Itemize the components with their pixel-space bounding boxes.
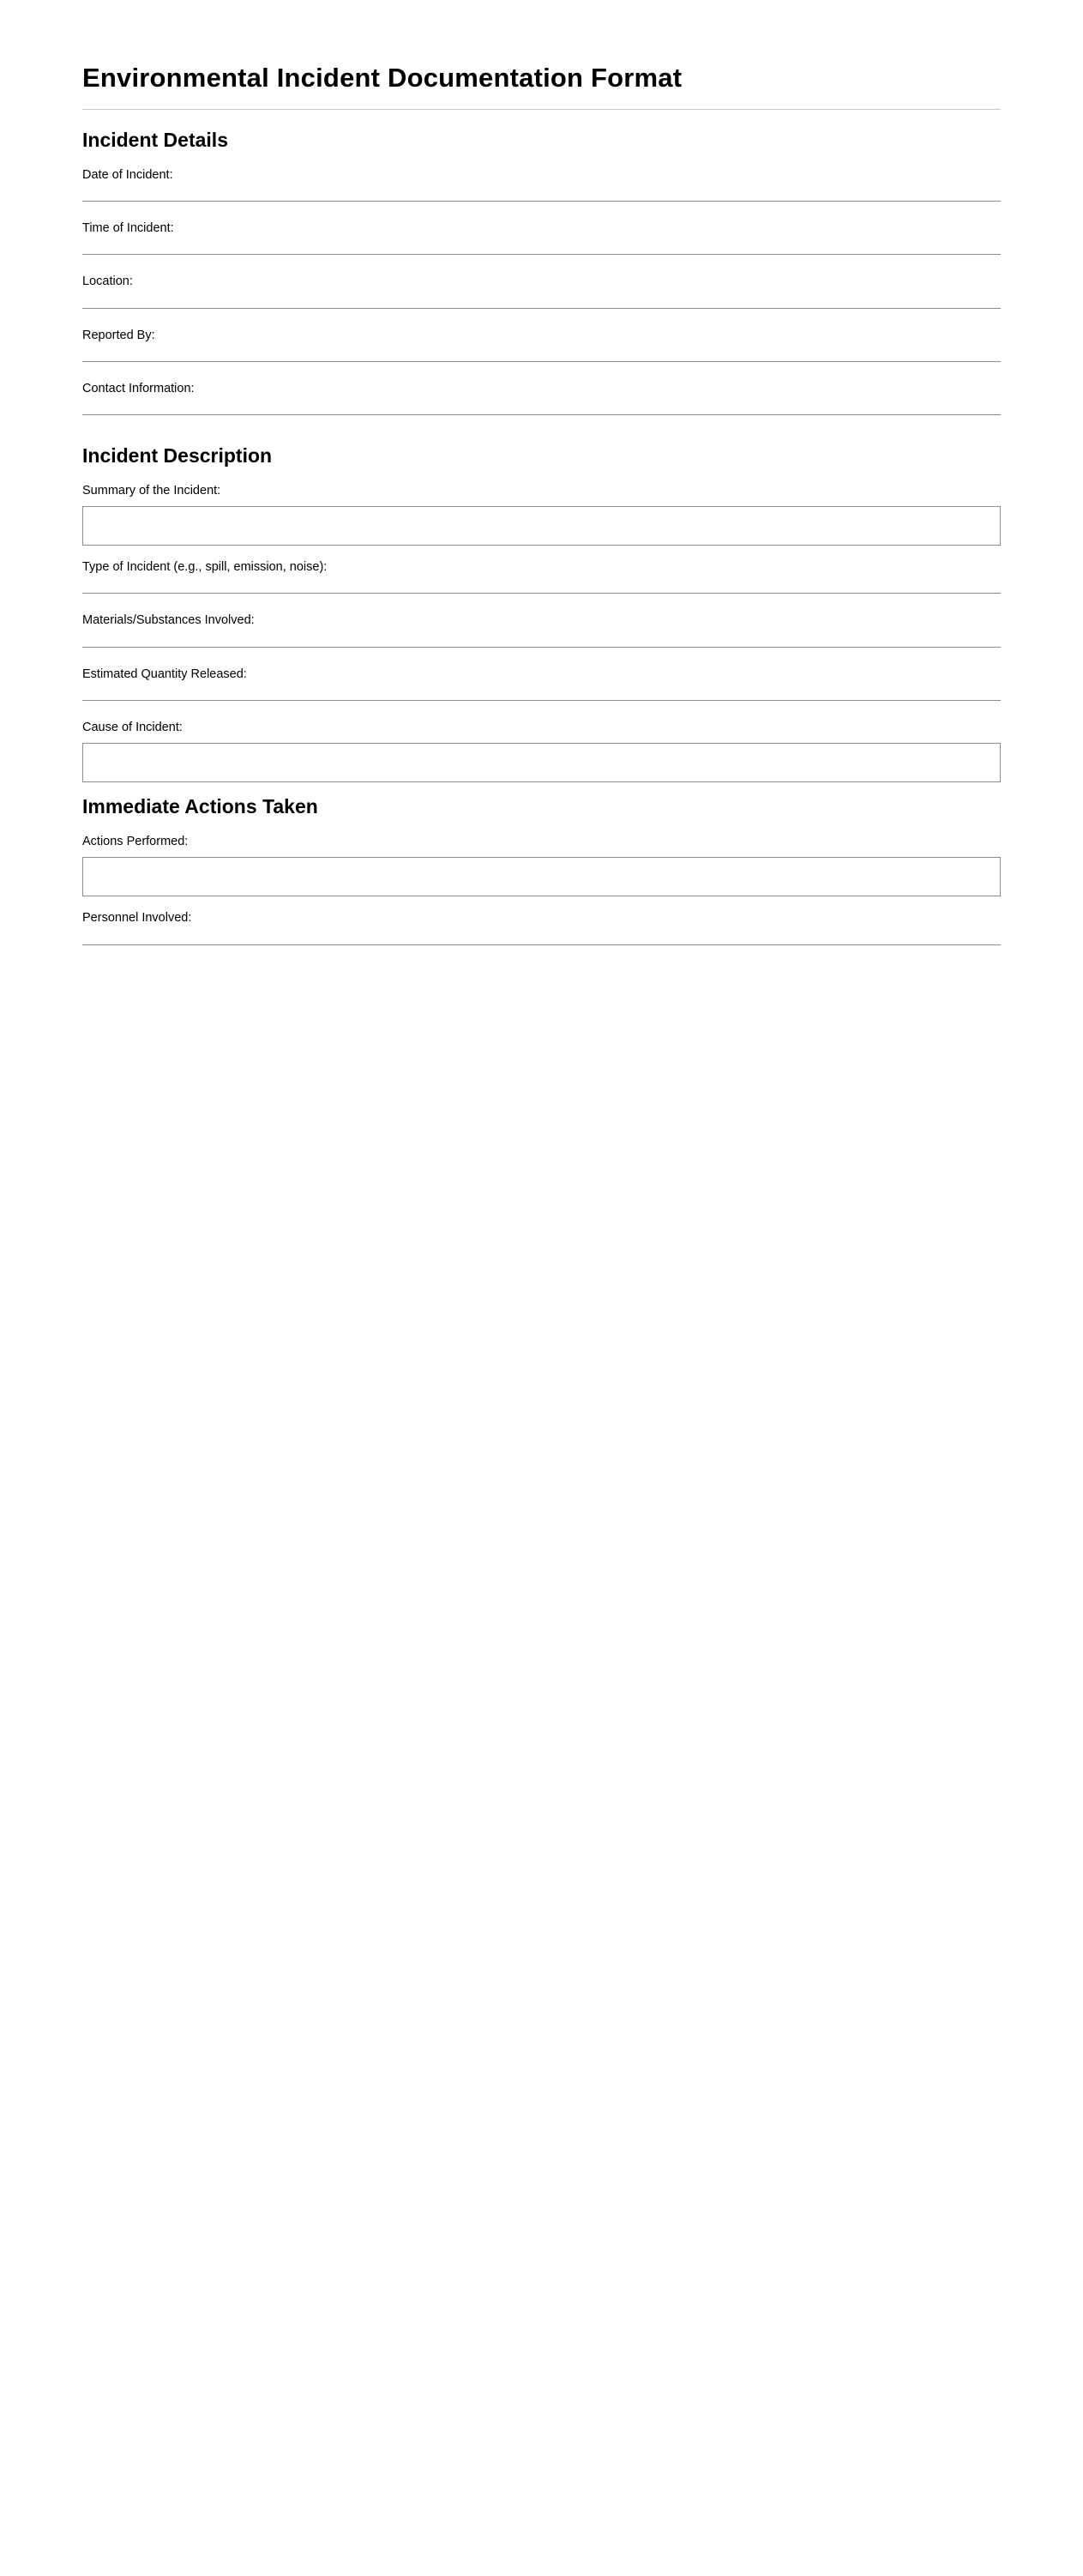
field-input-reported-by[interactable]	[82, 361, 1001, 362]
field-time-of-incident	[82, 220, 1001, 255]
field-input-estimated-quantity-released[interactable]	[82, 700, 1001, 701]
field-personnel-involved	[82, 909, 1001, 944]
field-input-personnel-involved[interactable]	[82, 944, 1001, 945]
field-materials-substances-involved	[82, 612, 1001, 647]
field-input-type-of-incident[interactable]	[82, 593, 1001, 594]
field-input-date-of-incident[interactable]	[82, 201, 1001, 202]
field-label-contact-information: Contact Information:	[82, 381, 195, 395]
field-label-actions-performed: Actions Performed:	[82, 834, 189, 848]
field-label-time-of-incident: Time of Incident:	[82, 221, 174, 236]
field-summary-of-the-incident	[82, 482, 1001, 546]
field-label-reported-by: Reported By:	[82, 328, 155, 342]
field-label-location: Location:	[82, 274, 133, 289]
field-input-summary-of-the-incident[interactable]	[82, 506, 1001, 546]
field-actions-performed	[82, 833, 1001, 896]
field-label-personnel-involved: Personnel Involved:	[82, 911, 192, 926]
section-incident-description	[82, 444, 1001, 782]
field-estimated-quantity-released	[82, 666, 1001, 701]
field-input-location[interactable]	[82, 308, 1001, 309]
field-input-contact-information[interactable]	[82, 414, 1001, 415]
field-label-cause-of-incident: Cause of Incident:	[82, 721, 183, 735]
field-label-date-of-incident: Date of Incident:	[82, 167, 173, 182]
field-contact-information	[82, 380, 1001, 415]
field-location	[82, 273, 1001, 308]
field-input-materials-substances-involved[interactable]	[82, 647, 1001, 648]
field-type-of-incident	[82, 558, 1001, 594]
page-title: Environmental Incident Documentation Format	[82, 63, 683, 93]
section-heading-incident-description: Incident Description	[82, 444, 273, 468]
field-reported-by	[82, 327, 1001, 362]
title-divider	[82, 109, 1001, 110]
section-incident-details	[82, 129, 1001, 415]
section-heading-incident-details: Incident Details	[82, 129, 228, 152]
field-date-of-incident	[82, 166, 1001, 202]
field-label-materials-substances-involved: Materials/Substances Involved:	[82, 613, 255, 628]
page-blank-space	[82, 963, 1001, 2576]
field-cause-of-incident	[82, 719, 1001, 782]
field-label-estimated-quantity-released: Estimated Quantity Released:	[82, 667, 247, 681]
section-immediate-actions-taken	[82, 795, 1001, 944]
field-input-cause-of-incident[interactable]	[82, 743, 1001, 782]
field-input-time-of-incident[interactable]	[82, 254, 1001, 255]
field-input-actions-performed[interactable]	[82, 857, 1001, 896]
field-label-type-of-incident: Type of Incident (e.g., spill, emission, noise):	[82, 560, 328, 575]
field-label-summary-of-the-incident: Summary of the Incident:	[82, 483, 221, 498]
section-heading-immediate-actions-taken: Immediate Actions Taken	[82, 795, 318, 818]
